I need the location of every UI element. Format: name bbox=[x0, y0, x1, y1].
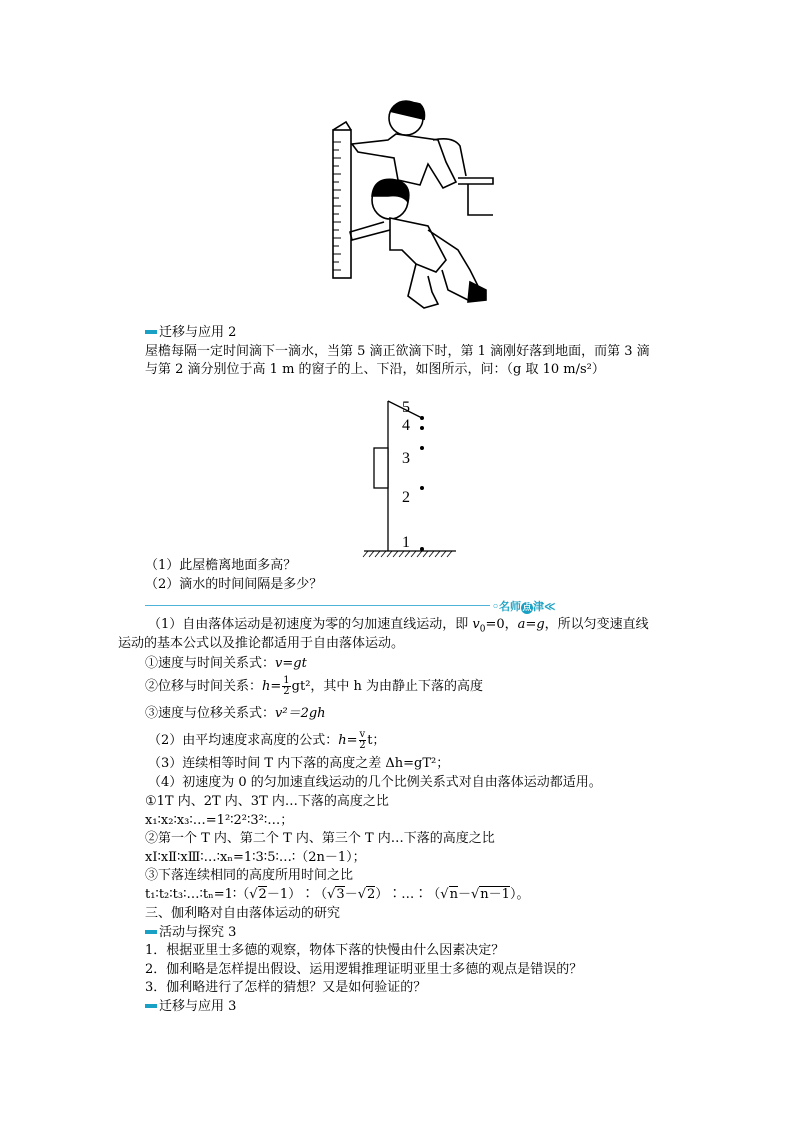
tips-divider bbox=[145, 605, 490, 606]
question-2: （2）滴水的时间间隔是多少？ bbox=[145, 577, 323, 592]
tips-badge: ◦名师点 津≪ bbox=[492, 600, 556, 613]
apply2-heading: 迁移与应用 2 bbox=[145, 324, 236, 342]
section3-heading: 三、伽利略对自由落体运动的研究 bbox=[145, 906, 341, 921]
ratio-3-formula: t₁∶t₂∶t₃∶…∶tₙ=1∶（√2－1）∶（√3－√2）∶…∶（√n－√n－1）。 bbox=[145, 887, 530, 902]
drop-label-1: 1 bbox=[402, 534, 410, 551]
drop-label-2: 2 bbox=[402, 489, 410, 506]
activity-q2: 2．伽利略是怎样提出假设、运用逻辑推理证明亚里士多德的观点是错误的？ bbox=[145, 962, 583, 977]
activity3-heading: 活动与探究 3 bbox=[145, 924, 236, 942]
apply3-heading: 迁移与应用 3 bbox=[145, 998, 236, 1016]
note-1-line1: （1）自由落体运动是初速度为零的匀加速直线运动，即 $v_0=0$，a=g，所以匀变速直线 bbox=[148, 617, 649, 635]
formula-velocity-time: ①速度与时间关系式：v=gt bbox=[145, 656, 307, 671]
note-1-line2: 运动的基本公式以及推论都适用于自由落体运动。 bbox=[118, 636, 405, 651]
note-3: （3）连续相等时间 T 内下落的高度之差 Δh=gT²； bbox=[148, 756, 450, 771]
formula-velocity-displacement: ③速度与位移关系式：v²＝2gh bbox=[145, 706, 326, 721]
note-2: （2）由平均速度求高度的公式：h= $\frac{v}{2}$ t； bbox=[148, 729, 386, 751]
ruler-illustration bbox=[328, 100, 498, 320]
drip-diagram bbox=[360, 393, 460, 563]
section-marker-icon bbox=[145, 930, 157, 934]
note-4: （4）初速度为 0 的匀加速直线运动的几个比例关系式对自由落体运动都适用。 bbox=[148, 775, 602, 790]
ratio-3-text: ③下落连续相同的高度所用时间之比 bbox=[145, 868, 354, 883]
ratio-1-formula: x₁∶x₂∶x₃∶…=1²∶2²∶3²∶…； bbox=[145, 813, 294, 828]
question-1: （1）此屋檐离地面多高？ bbox=[145, 558, 297, 573]
drop-label-3: 3 bbox=[402, 450, 410, 467]
drop-label-4: 4 bbox=[402, 417, 410, 434]
formula-displacement-time: ②位移与时间关系：h= $\frac{1}{2}$ gt²，其中 h 为由静止下落的高度 bbox=[145, 675, 484, 697]
problem-text-line1: 屋檐每隔一定时间滴下一滴水，当第 5 滴正欲滴下时，第 1 滴刚好落到地面，而第 3 滴 bbox=[145, 344, 650, 359]
ratio-1-text: ①1T 内、2T 内、3T 内…下落的高度之比 bbox=[145, 794, 389, 809]
activity-q1: 1．根据亚里士多德的观察，物体下落的快慢由什么因素决定？ bbox=[145, 943, 505, 958]
ratio-2-text: ②第一个 T 内、第二个 T 内、第三个 T 内…下落的高度之比 bbox=[145, 831, 495, 846]
section-marker-icon bbox=[145, 1004, 157, 1008]
problem-text-line2: 与第 2 滴分别位于高 1 m 的窗子的上、下沿，如图所示，问：（g 取 10 m/s²） bbox=[145, 362, 605, 377]
activity-q3: 3．伽利略进行了怎样的猜想？又是如何验证的？ bbox=[145, 980, 427, 995]
ratio-2-formula: xⅠ∶xⅡ∶xⅢ∶…∶xₙ=1∶3∶5∶…∶（2n－1）； bbox=[145, 850, 366, 865]
section-marker-icon bbox=[145, 330, 157, 334]
drop-label-5: 5 bbox=[402, 399, 410, 416]
